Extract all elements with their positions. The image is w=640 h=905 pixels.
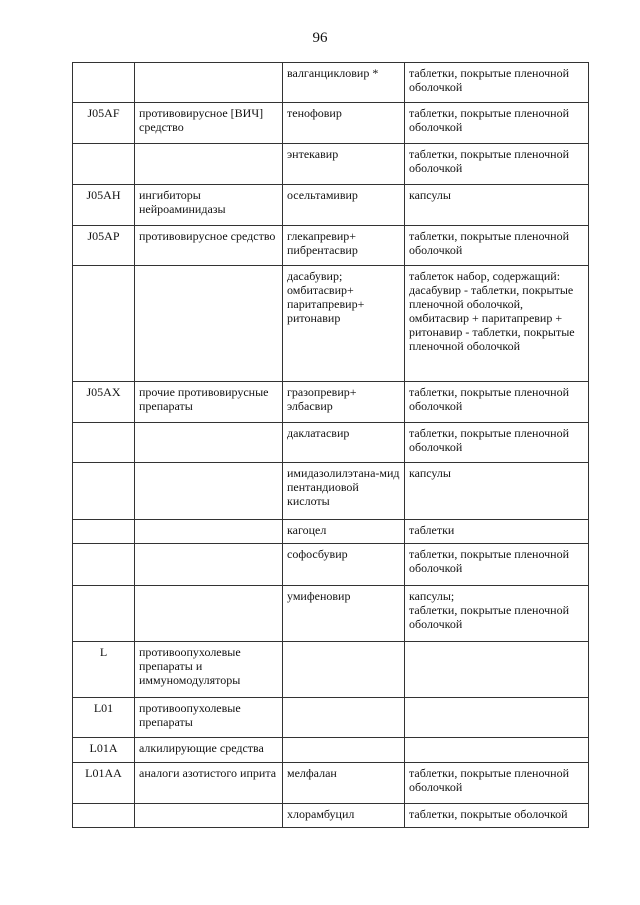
drug-name-cell: имидазолилэтана-мид пентандиовой кислоты (283, 463, 405, 520)
page-number: 96 (312, 30, 328, 46)
table-row (73, 382, 589, 423)
dosage-form-cell: таблетки (405, 520, 589, 544)
dosage-form-cell: таблетки, покрытые оболочкой (405, 804, 589, 828)
group-name-cell (135, 463, 283, 520)
drug-name-cell: хлорамбуцил (283, 804, 405, 828)
table-row (73, 463, 589, 520)
atc-code-cell: J05AP (73, 226, 135, 266)
table-row (73, 266, 589, 382)
drug-name-cell: гразопревир+ элбасвир (283, 382, 405, 423)
atc-code-cell (73, 804, 135, 828)
drug-name-cell (283, 698, 405, 738)
dosage-form-cell: таблеток набор, содержащий: дасабувир - таблетки, покрытые пленочной оболочкой, омбитасвир + паритапревир + ритонавир - таблетки, покрытые пленочной оболочкой (405, 266, 589, 382)
dosage-form-cell: таблетки, покрытые пленочной оболочкой (405, 763, 589, 804)
group-name-cell (135, 544, 283, 586)
group-name-cell (135, 586, 283, 642)
table-row (73, 185, 589, 226)
atc-code-cell (73, 423, 135, 463)
atc-code-cell (73, 586, 135, 642)
drug-name-cell: даклатасвир (283, 423, 405, 463)
drug-name-cell: софосбувир (283, 544, 405, 586)
table-row (73, 804, 589, 828)
atc-code-cell: J05AH (73, 185, 135, 226)
table-row (73, 423, 589, 463)
atc-code-cell (73, 520, 135, 544)
atc-code-cell (73, 144, 135, 185)
dosage-form-cell (405, 642, 589, 698)
group-name-cell (135, 520, 283, 544)
atc-code-cell: L01AA (73, 763, 135, 804)
drug-name-cell: дасабувир; омбитасвир+ паритапревир+ ритонавир (283, 266, 405, 382)
group-name-cell: ингибиторы нейроаминидазы (135, 185, 283, 226)
table-row (73, 763, 589, 804)
atc-code-cell: J05AX (73, 382, 135, 423)
dosage-form-cell (405, 698, 589, 738)
group-name-cell (135, 63, 283, 103)
drug-name-cell (283, 642, 405, 698)
dosage-form-cell: таблетки, покрытые пленочной оболочкой (405, 63, 589, 103)
group-name-cell (135, 804, 283, 828)
dosage-form-cell: таблетки, покрытые пленочной оболочкой (405, 103, 589, 144)
drug-table (72, 62, 589, 828)
drug-name-cell: валганцикловир * (283, 63, 405, 103)
table-body (73, 63, 589, 828)
table-row (73, 698, 589, 738)
dosage-form-cell: таблетки, покрытые пленочной оболочкой (405, 226, 589, 266)
atc-code-cell (73, 544, 135, 586)
drug-name-cell: осельтамивир (283, 185, 405, 226)
atc-code-cell: J05AF (73, 103, 135, 144)
group-name-cell (135, 144, 283, 185)
atc-code-cell (73, 463, 135, 520)
dosage-form-cell: капсулы (405, 185, 589, 226)
group-name-cell: противоопухолевые препараты (135, 698, 283, 738)
dosage-form-cell (405, 738, 589, 763)
dosage-form-cell: капсулы; таблетки, покрытые пленочной оболочкой (405, 586, 589, 642)
table-row (73, 642, 589, 698)
atc-code-cell (73, 266, 135, 382)
dosage-form-cell: таблетки, покрытые пленочной оболочкой (405, 144, 589, 185)
group-name-cell: противовирусное [ВИЧ] средство (135, 103, 283, 144)
drug-name-cell: умифеновир (283, 586, 405, 642)
atc-code-cell: L01A (73, 738, 135, 763)
group-name-cell: противоопухолевые препараты и иммуномодуляторы (135, 642, 283, 698)
table-row (73, 738, 589, 763)
group-name-cell (135, 266, 283, 382)
group-name-cell: алкилирующие средства (135, 738, 283, 763)
drug-name-cell (283, 738, 405, 763)
group-name-cell (135, 423, 283, 463)
drug-name-cell: кагоцел (283, 520, 405, 544)
table-row (73, 226, 589, 266)
atc-code-cell: L01 (73, 698, 135, 738)
drug-name-cell: энтекавир (283, 144, 405, 185)
dosage-form-cell: таблетки, покрытые пленочной оболочкой (405, 382, 589, 423)
group-name-cell: прочие противовирусные препараты (135, 382, 283, 423)
drug-name-cell: тенофовир (283, 103, 405, 144)
table-row (73, 63, 589, 103)
atc-code-cell: L (73, 642, 135, 698)
table-row (73, 144, 589, 185)
table-row (73, 586, 589, 642)
table-row (73, 103, 589, 144)
group-name-cell: аналоги азотистого иприта (135, 763, 283, 804)
dosage-form-cell: капсулы (405, 463, 589, 520)
drug-name-cell: мелфалан (283, 763, 405, 804)
table-row (73, 544, 589, 586)
dosage-form-cell: таблетки, покрытые пленочной оболочкой (405, 423, 589, 463)
drug-name-cell: глекапревир+ пибрентасвир (283, 226, 405, 266)
table-row (73, 520, 589, 544)
dosage-form-cell: таблетки, покрытые пленочной оболочкой (405, 544, 589, 586)
group-name-cell: противовирусное средство (135, 226, 283, 266)
atc-code-cell (73, 63, 135, 103)
